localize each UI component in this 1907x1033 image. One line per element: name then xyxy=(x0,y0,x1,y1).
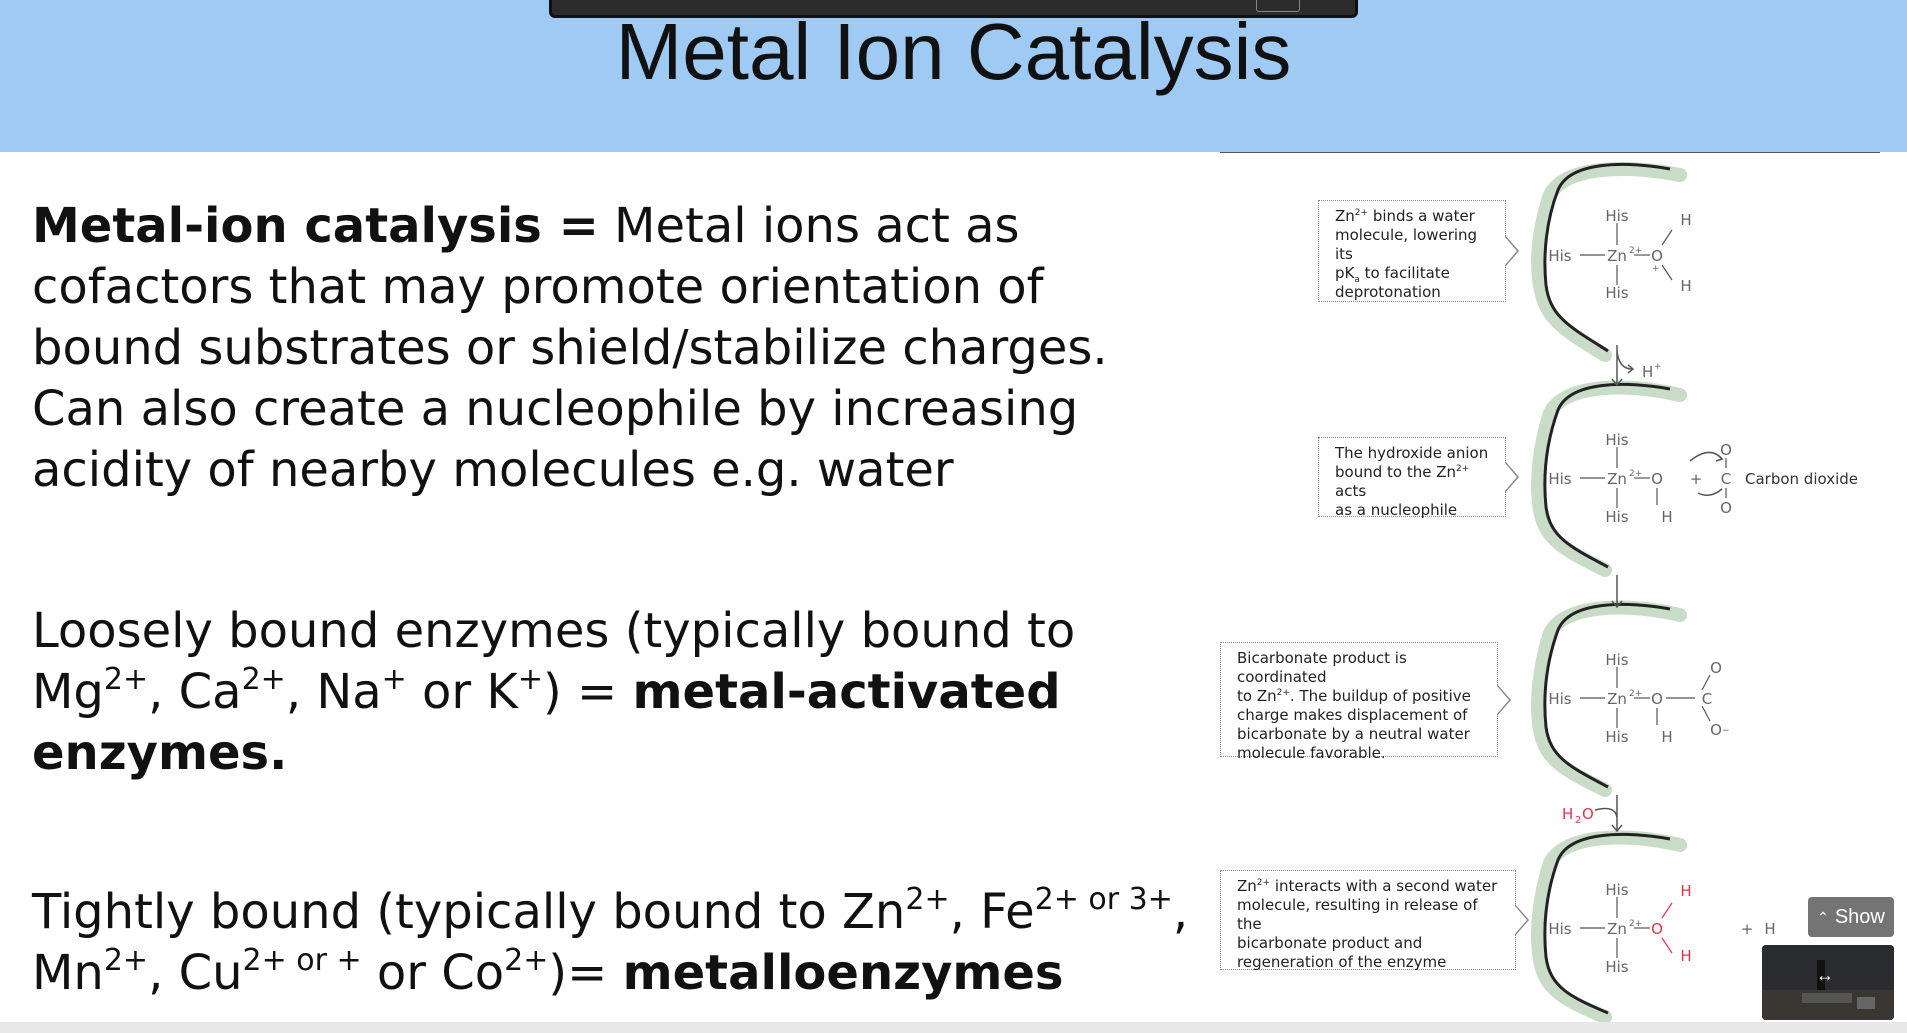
step3-note xyxy=(1220,642,1498,762)
text-run: , xyxy=(148,945,179,1001)
his-label: His xyxy=(1605,284,1629,302)
step-arrows xyxy=(1595,345,1722,831)
text-run: , xyxy=(148,664,179,720)
note-sup: 2+ xyxy=(1276,688,1290,698)
note-pointer-inner xyxy=(1505,237,1517,265)
note-sub: a xyxy=(1354,275,1360,285)
ion-zn: Zn xyxy=(842,884,906,940)
text-run: )= xyxy=(548,945,623,1001)
hydrogen-label: H xyxy=(1680,947,1692,965)
hydrogen-label: H xyxy=(1680,211,1692,229)
text-run: , xyxy=(949,884,981,940)
video-thumbnail[interactable] xyxy=(1762,945,1894,1020)
his-label: His xyxy=(1548,247,1572,265)
charge: 2+ xyxy=(241,662,286,697)
zn-charge: 2+ xyxy=(1629,919,1643,929)
proton-charge: + xyxy=(1654,362,1662,372)
his-label: His xyxy=(1605,508,1629,526)
ion-ca: Ca xyxy=(178,664,242,720)
zn-label: Zn xyxy=(1607,920,1627,938)
carbon-dioxide-label: Carbon dioxide xyxy=(1745,470,1859,488)
minus-charge: − xyxy=(1722,726,1730,736)
oxygen-label: O xyxy=(1710,659,1722,677)
minus-charge: + xyxy=(1652,264,1660,274)
tightly-bound-paragraph xyxy=(32,882,1212,1004)
expand-icon[interactable]: ↔ xyxy=(1816,965,1834,985)
note-text: to Zn xyxy=(1237,687,1277,705)
bond-lines xyxy=(1580,223,1726,958)
charge: + xyxy=(381,662,407,697)
zn-charge: 2+ xyxy=(1629,689,1643,699)
his-label: His xyxy=(1605,728,1629,746)
metal-activated-term: metal-activated enzymes. xyxy=(32,664,1061,781)
oxygen-label: O xyxy=(1720,499,1732,517)
his-label: His xyxy=(1605,431,1629,449)
ion-fe: Fe xyxy=(980,884,1035,940)
ion-mg: Mg xyxy=(32,664,104,720)
text-run: , xyxy=(285,664,317,720)
note-text: Zn xyxy=(1237,877,1257,895)
charge: 2+ xyxy=(504,943,549,978)
note-text: binds a water xyxy=(1368,207,1475,225)
note-text: interacts with a second water xyxy=(1270,877,1498,895)
note-pointer-inner xyxy=(1505,463,1517,491)
note-text: . The buildup of positive xyxy=(1289,687,1471,705)
text-run: or xyxy=(406,664,487,720)
water-oxygen-label: O xyxy=(1582,805,1594,823)
charge: 2+ or + xyxy=(242,943,362,978)
metalloenzymes-term: metalloenzymes xyxy=(622,945,1064,1001)
ion-co: Co xyxy=(441,945,505,1001)
note-pointer-inner xyxy=(1497,686,1509,714)
definition-text: Metal ions act as cofactors that may promote orientation of bound substrates or shield/stabilize charges. Can also create a nucleophile by increasing acidity of nearby molecules e.g. water xyxy=(32,198,1108,498)
his-label: His xyxy=(1605,881,1629,899)
note-text: bicarbonate product and xyxy=(1237,934,1423,952)
step1-note xyxy=(1318,200,1506,302)
oxygen-label: O xyxy=(1710,721,1722,739)
charge: 2+ xyxy=(103,662,149,697)
oxygen-label: O xyxy=(1651,470,1663,488)
mechanism-figure xyxy=(1210,155,1900,1025)
his-label: His xyxy=(1548,920,1572,938)
hydrogen-label: H xyxy=(1764,920,1776,938)
text-run: Loosely bound enzymes (typically bound to xyxy=(32,603,1076,659)
note-text: to facilitate xyxy=(1359,264,1450,282)
zn-label: Zn xyxy=(1607,247,1627,265)
proton-label: H xyxy=(1642,363,1654,381)
zn-label: Zn xyxy=(1607,470,1627,488)
hydrogen-label: H xyxy=(1680,882,1692,900)
note-text: bound to the Zn xyxy=(1335,463,1456,481)
oxygen-label: O xyxy=(1720,441,1732,459)
note-text: pK xyxy=(1335,264,1355,282)
text-run: or xyxy=(361,945,442,1001)
carbon-label: C xyxy=(1720,470,1732,488)
ion-mn: Mn xyxy=(32,945,104,1001)
his-label: His xyxy=(1548,690,1572,708)
note-text: Bicarbonate product is coordinated xyxy=(1237,649,1407,686)
his-label: His xyxy=(1605,207,1629,225)
chevron-up-icon: ⌃ xyxy=(1817,908,1829,925)
note-sup: 2+ xyxy=(1256,878,1271,888)
charge: 2+ xyxy=(905,882,950,917)
hydrogen-label: H xyxy=(1661,508,1673,526)
note-text: regeneration of the enzyme xyxy=(1237,953,1447,971)
definition-term: Metal-ion catalysis = xyxy=(32,198,599,254)
zn-charge: 2+ xyxy=(1629,469,1643,479)
hydrogen-label: H xyxy=(1680,277,1692,295)
divider-line xyxy=(1220,152,1880,153)
his-label: His xyxy=(1605,651,1629,669)
charge: 2+ xyxy=(103,943,149,978)
structure-labels xyxy=(1548,207,1858,976)
note-pointer-inner xyxy=(1515,906,1527,934)
note-text: as a nucleophile xyxy=(1335,501,1458,519)
note-text: The hydroxide anion xyxy=(1335,444,1489,462)
red-bonds xyxy=(1662,903,1672,953)
zn-charge: 2+ xyxy=(1629,246,1643,256)
loosely-bound-paragraph xyxy=(32,601,1192,784)
note-text: molecule, lowering its xyxy=(1335,226,1478,263)
note-text: deprotonation xyxy=(1335,283,1441,301)
ion-k: K xyxy=(486,664,518,720)
note-sup: 2+ xyxy=(1456,464,1470,474)
water-label: H xyxy=(1562,805,1574,823)
zn-label: Zn xyxy=(1607,690,1627,708)
plus-label: + xyxy=(1740,920,1754,938)
charge: + xyxy=(517,662,544,697)
note-text: charge makes displacement of xyxy=(1237,706,1468,724)
his-label: His xyxy=(1548,470,1572,488)
slide-title: Metal Ion Catalysis xyxy=(615,7,1292,96)
his-label: His xyxy=(1605,958,1629,976)
text-run: ) = xyxy=(543,664,633,720)
charge-labels xyxy=(1629,246,1730,929)
step4-note xyxy=(1220,870,1516,970)
water-subscript: 2 xyxy=(1575,815,1582,826)
carbon-label: C xyxy=(1701,690,1713,708)
note-text: acts xyxy=(1335,482,1367,500)
text-run: , xyxy=(1172,884,1189,940)
show-button[interactable] xyxy=(1808,897,1894,937)
charge: 2+ or 3+ xyxy=(1034,882,1173,917)
oxygen-label: O xyxy=(1651,690,1663,708)
definition-paragraph xyxy=(32,196,1192,501)
note-text: bicarbonate by a neutral water xyxy=(1237,725,1470,743)
note-text: molecule favorable. xyxy=(1237,744,1386,762)
step2-note xyxy=(1318,437,1506,517)
ion-cu: Cu xyxy=(178,945,243,1001)
hydrogen-label: H xyxy=(1661,728,1673,746)
plus-label: + xyxy=(1689,470,1703,488)
ion-na: Na xyxy=(316,664,382,720)
text-run: Tightly bound (typically bound to xyxy=(32,884,843,940)
oxygen-label: O xyxy=(1651,920,1663,938)
show-label: Show xyxy=(1834,905,1885,928)
note-sup: 2+ xyxy=(1354,208,1369,218)
bottom-bar xyxy=(0,1022,1907,1033)
oxygen-label: O xyxy=(1651,247,1663,265)
note-text: Zn xyxy=(1335,207,1355,225)
note-text: molecule, resulting in release of the xyxy=(1237,896,1478,933)
